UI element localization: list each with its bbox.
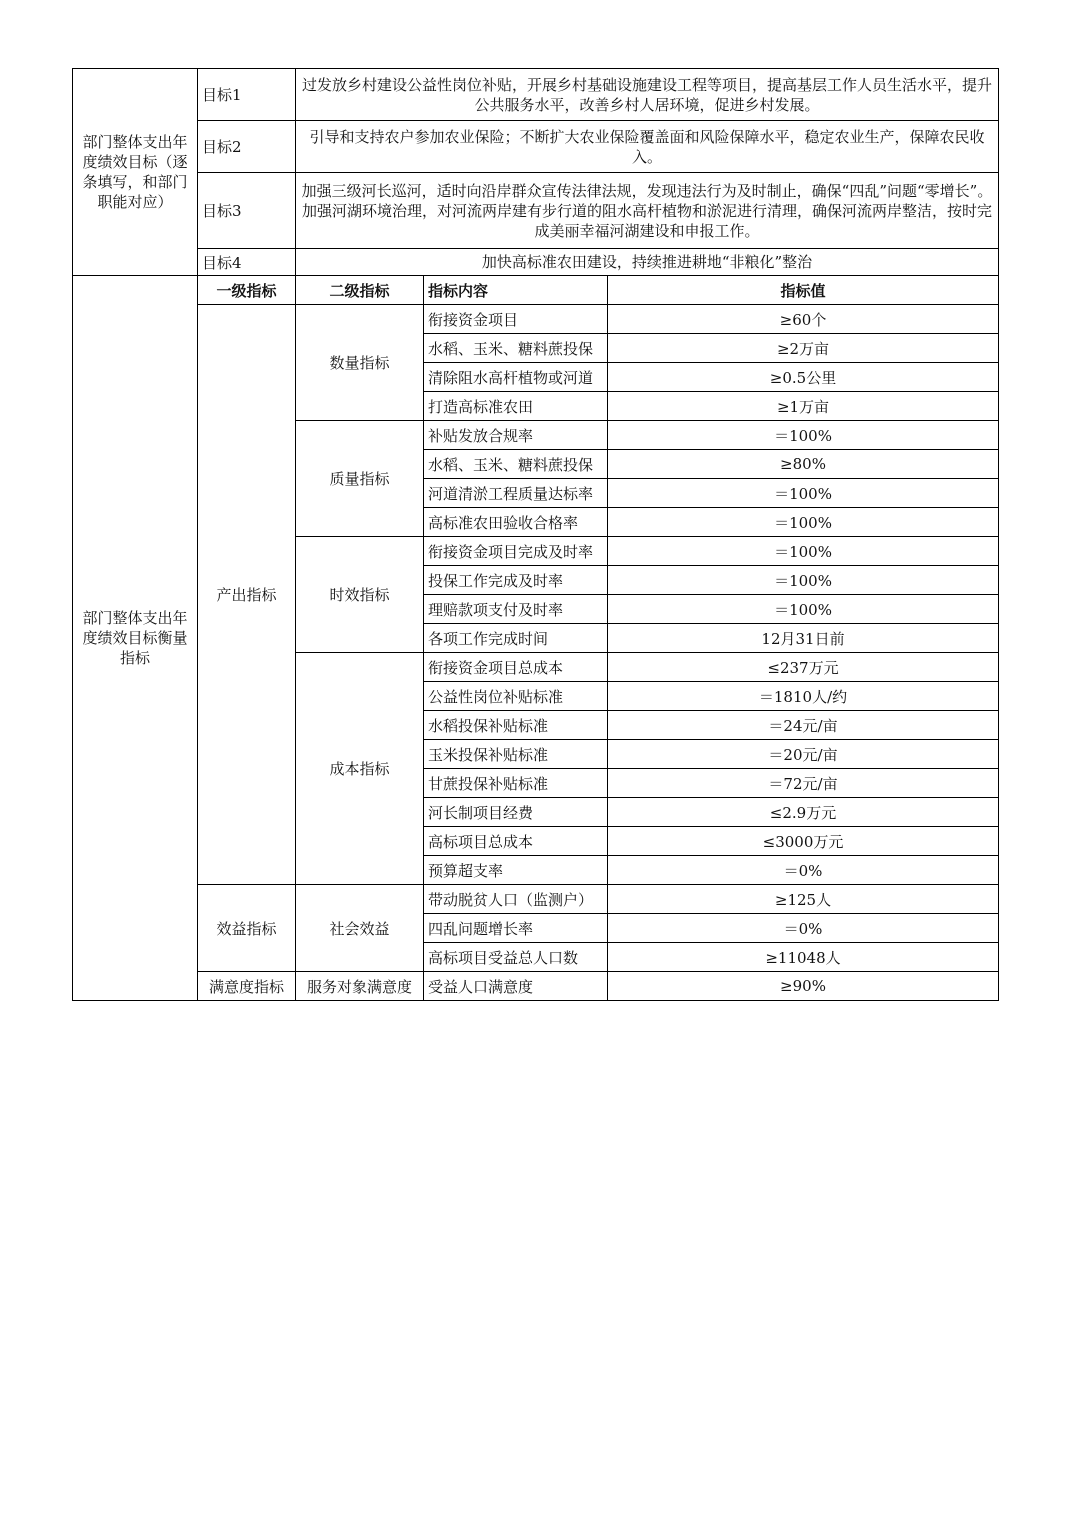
indicator-content: 高标项目总成本 [424, 827, 608, 856]
indicator-value: ＝1810人/约 [608, 682, 999, 711]
header-content: 指标内容 [424, 276, 608, 305]
indicator-value: ＝0% [608, 856, 999, 885]
indicator-value: ≤2.9万元 [608, 798, 999, 827]
level2-quality: 质量指标 [296, 421, 424, 537]
indicator-content: 四乱问题增长率 [424, 914, 608, 943]
indicator-value: ≥125人 [608, 885, 999, 914]
indicator-value: ＝100% [608, 421, 999, 450]
indicator-value: ≥80% [608, 450, 999, 479]
indicator-value: ≤3000万元 [608, 827, 999, 856]
indicator-content: 预算超支率 [424, 856, 608, 885]
goal-name: 目标3 [198, 173, 296, 249]
goal-text: 加强三级河长巡河，适时向沿岸群众宣传法律法规，发现违法行为及时制止，确保“四乱”问题“零增长”。加强河湖环境治理，对河流两岸建有步行道的阻水高杆植物和淤泥进行清理，确保河流两岸整洁，按时完成美丽幸福河湖建设和申报工作。 [296, 173, 999, 249]
indicator-value: ≥60个 [608, 305, 999, 334]
header-value: 指标值 [608, 276, 999, 305]
indicator-content: 清除阻水高杆植物或河道 [424, 363, 608, 392]
indicator-value: ＝100% [608, 508, 999, 537]
header-level1: 一级指标 [198, 276, 296, 305]
level1-benefit: 效益指标 [198, 885, 296, 972]
indicator-value: ＝100% [608, 479, 999, 508]
goal-name: 目标2 [198, 121, 296, 173]
goal-name: 目标1 [198, 69, 296, 121]
indicator-value: ＝100% [608, 595, 999, 624]
indicator-content: 各项工作完成时间 [424, 624, 608, 653]
indicator-content: 水稻、玉米、糖料蔗投保 [424, 334, 608, 363]
indicator-content: 高标项目受益总人口数 [424, 943, 608, 972]
indicator-content: 补贴发放合规率 [424, 421, 608, 450]
indicator-content: 甘蔗投保补贴标准 [424, 769, 608, 798]
indicators-section-label: 部门整体支出年度绩效目标衡量指标 [73, 276, 198, 1001]
goal-text: 过发放乡村建设公益性岗位补贴，开展乡村基础设施建设工程等项目，提高基层工作人员生活水平，提升公共服务水平，改善乡村人居环境，促进乡村发展。 [296, 69, 999, 121]
indicator-value: ＝24元/亩 [608, 711, 999, 740]
level2-quantity: 数量指标 [296, 305, 424, 421]
indicator-value: ≤237万元 [608, 653, 999, 682]
indicator-content: 衔接资金项目完成及时率 [424, 537, 608, 566]
indicator-content: 理赔款项支付及时率 [424, 595, 608, 624]
indicator-content: 水稻、玉米、糖料蔗投保 [424, 450, 608, 479]
indicator-content: 衔接资金项目 [424, 305, 608, 334]
level1-output: 产出指标 [198, 305, 296, 885]
level1-satisfaction: 满意度指标 [198, 972, 296, 1001]
indicator-value: ≥0.5公里 [608, 363, 999, 392]
indicator-value: ＝0% [608, 914, 999, 943]
indicator-value: ≥11048人 [608, 943, 999, 972]
indicator-content: 公益性岗位补贴标准 [424, 682, 608, 711]
indicator-value: ≥90% [608, 972, 999, 1001]
level2-timeliness: 时效指标 [296, 537, 424, 653]
indicator-content: 河长制项目经费 [424, 798, 608, 827]
level2-social-benefit: 社会效益 [296, 885, 424, 972]
indicator-content: 玉米投保补贴标准 [424, 740, 608, 769]
indicator-content: 水稻投保补贴标准 [424, 711, 608, 740]
header-level2: 二级指标 [296, 276, 424, 305]
indicator-content: 高标准农田验收合格率 [424, 508, 608, 537]
indicator-content: 受益人口满意度 [424, 972, 608, 1001]
indicator-content: 河道清淤工程质量达标率 [424, 479, 608, 508]
performance-goals-table [72, 68, 999, 1001]
indicator-value: ≥1万亩 [608, 392, 999, 421]
indicator-value: ＝100% [608, 566, 999, 595]
goal-text: 引导和支持农户参加农业保险；不断扩大农业保险覆盖面和风险保障水平，稳定农业生产，保障农民收入。 [296, 121, 999, 173]
indicator-value: ＝20元/亩 [608, 740, 999, 769]
indicator-content: 带动脱贫人口（监测户） [424, 885, 608, 914]
indicator-content: 衔接资金项目总成本 [424, 653, 608, 682]
level2-cost: 成本指标 [296, 653, 424, 885]
level2-service-satisfaction: 服务对象满意度 [296, 972, 424, 1001]
indicator-value: ＝72元/亩 [608, 769, 999, 798]
indicator-content: 投保工作完成及时率 [424, 566, 608, 595]
goal-text: 加快高标准农田建设，持续推进耕地“非粮化”整治 [296, 249, 999, 276]
goal-name: 目标4 [198, 249, 296, 276]
goals-section-label: 部门整体支出年度绩效目标（逐条填写，和部门职能对应） [73, 69, 198, 276]
indicator-value: 12月31日前 [608, 624, 999, 653]
indicator-content: 打造高标准农田 [424, 392, 608, 421]
indicator-value: ＝100% [608, 537, 999, 566]
indicator-value: ≥2万亩 [608, 334, 999, 363]
